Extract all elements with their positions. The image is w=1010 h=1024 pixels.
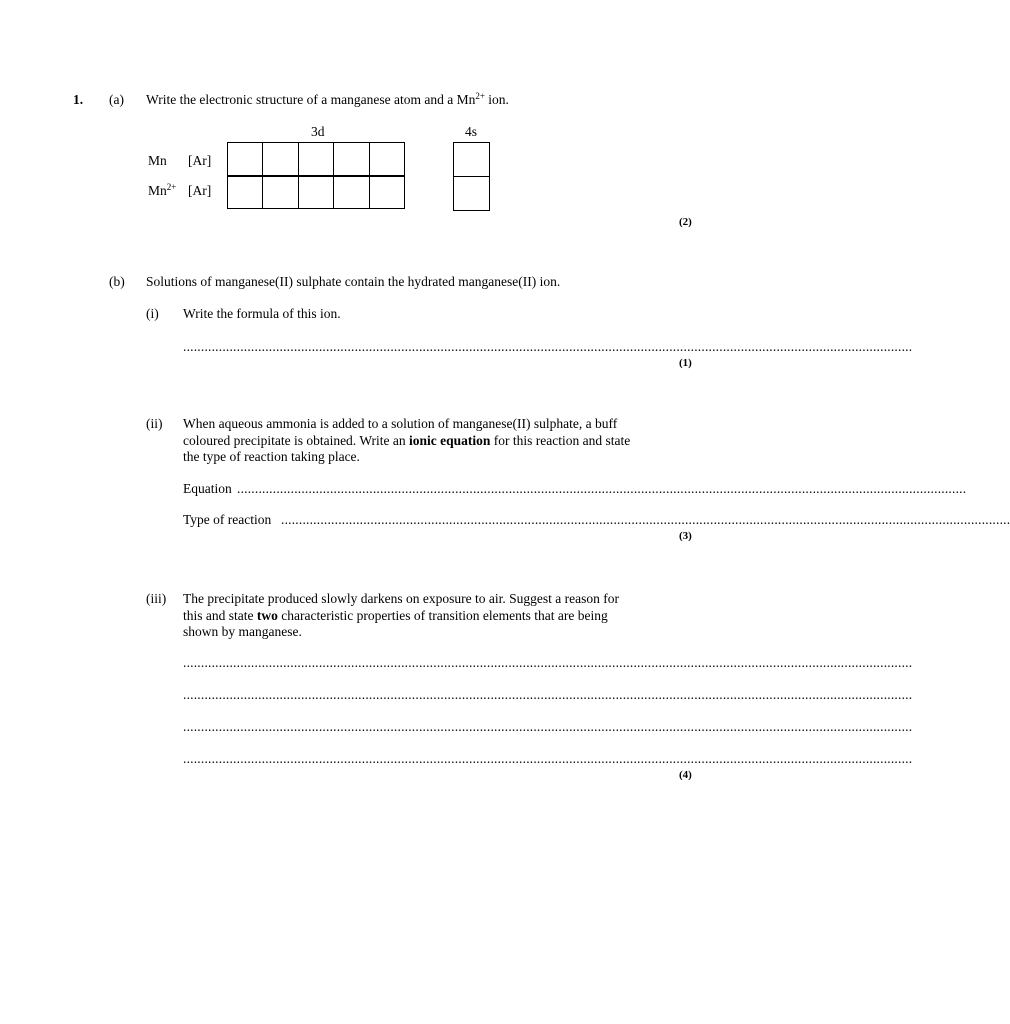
part-b-intro: Solutions of manganese(II) sulphate contain the hydrated manganese(II) ion. <box>146 274 561 289</box>
mn2-3d-box[interactable] <box>333 176 369 210</box>
part-b-iii-answer-line-4[interactable]: ............................................................................................................................................................................................................ <box>183 751 913 766</box>
mn-4s-box[interactable] <box>453 142 490 177</box>
part-b-ii-line2-start: coloured precipitate is obtained. Write an <box>183 432 409 448</box>
part-b-ii-prompt <box>183 416 683 466</box>
mn2-3d-box[interactable] <box>298 176 334 210</box>
part-b-ii-line2-end: for this reaction and state <box>490 432 631 448</box>
part-a-prompt-text: Write the electronic structure of a manganese atom and a Mn <box>146 92 476 107</box>
part-b-iii-answer-line-2[interactable]: ............................................................................................................................................................................................................ <box>183 687 913 702</box>
mn-3d-box[interactable] <box>369 142 405 176</box>
part-b-i-marks: (1) <box>679 357 692 369</box>
part-a-label: (a) <box>109 92 124 107</box>
row-mn2-core: [Ar] <box>188 183 212 198</box>
mn-3d-box[interactable] <box>298 142 334 176</box>
part-a-prompt-tail: ion. <box>484 92 509 107</box>
row-mn-species: Mn <box>148 153 167 168</box>
mn2-3d-box[interactable] <box>262 176 298 210</box>
header-3d: 3d <box>311 124 325 139</box>
mn2-3d-box[interactable] <box>369 176 405 210</box>
part-b-ii-marks: (3) <box>679 530 692 542</box>
part-b-i-prompt: Write the formula of this ion. <box>183 306 341 321</box>
part-b-iii-answer-line-3[interactable]: ............................................................................................................................................................................................................ <box>183 719 913 734</box>
mn2-4s-box[interactable] <box>453 176 490 211</box>
type-of-reaction-answer-line[interactable]: ............................................................................................................................................................................................................ <box>281 512 1010 527</box>
part-b-iii-line2-end: characteristic properties of transition elements that are being <box>277 607 608 623</box>
question-number: 1. <box>73 92 84 107</box>
row-mn2-species-charge: 2+ <box>166 182 177 192</box>
part-b-iii-line2-bold: two <box>256 607 278 623</box>
equation-answer-line[interactable]: ............................................................................................................................................................................................................ <box>237 481 967 496</box>
part-b-iii-line2-start: this and state <box>183 607 257 623</box>
part-b-iii-label: (iii) <box>146 591 167 606</box>
part-b-ii-label: (ii) <box>146 416 163 431</box>
part-b-ii-line2-bold: ionic equation <box>409 432 491 448</box>
part-a-prompt <box>146 92 509 108</box>
part-b-iii-prompt <box>183 591 683 641</box>
type-of-reaction-label: Type of reaction <box>183 512 272 527</box>
part-b-iii-line3: shown by manganese. <box>183 624 302 639</box>
mn2-3d-boxes <box>227 176 404 210</box>
part-a-prompt-charge: 2+ <box>475 91 485 101</box>
equation-label: Equation <box>183 481 232 496</box>
part-b-iii-line1: The precipitate produced slowly darkens on exposure to air. Suggest a reason for <box>183 591 619 606</box>
part-b-label: (b) <box>109 274 125 289</box>
part-a-marks: (2) <box>679 216 692 228</box>
part-b-ii-line3: the type of reaction taking place. <box>183 449 360 464</box>
part-b-ii-line1: When aqueous ammonia is added to a solution of manganese(II) sulphate, a buff <box>183 416 618 431</box>
mn-3d-box[interactable] <box>262 142 298 176</box>
mn2-3d-box[interactable] <box>227 176 263 210</box>
mn-3d-boxes <box>227 142 404 176</box>
mn-3d-box[interactable] <box>333 142 369 176</box>
row-mn2-species <box>148 183 176 199</box>
part-b-i-answer-line[interactable]: ............................................................................................................................................................................................................ <box>183 339 913 354</box>
part-b-i-label: (i) <box>146 306 159 321</box>
part-b-iii-answer-line-1[interactable]: ............................................................................................................................................................................................................ <box>183 655 913 670</box>
row-mn-core: [Ar] <box>188 153 212 168</box>
part-b-iii-marks: (4) <box>679 769 692 781</box>
mn-3d-box[interactable] <box>227 142 263 176</box>
row-mn2-species-symbol: Mn <box>148 183 167 198</box>
header-4s: 4s <box>465 124 478 139</box>
